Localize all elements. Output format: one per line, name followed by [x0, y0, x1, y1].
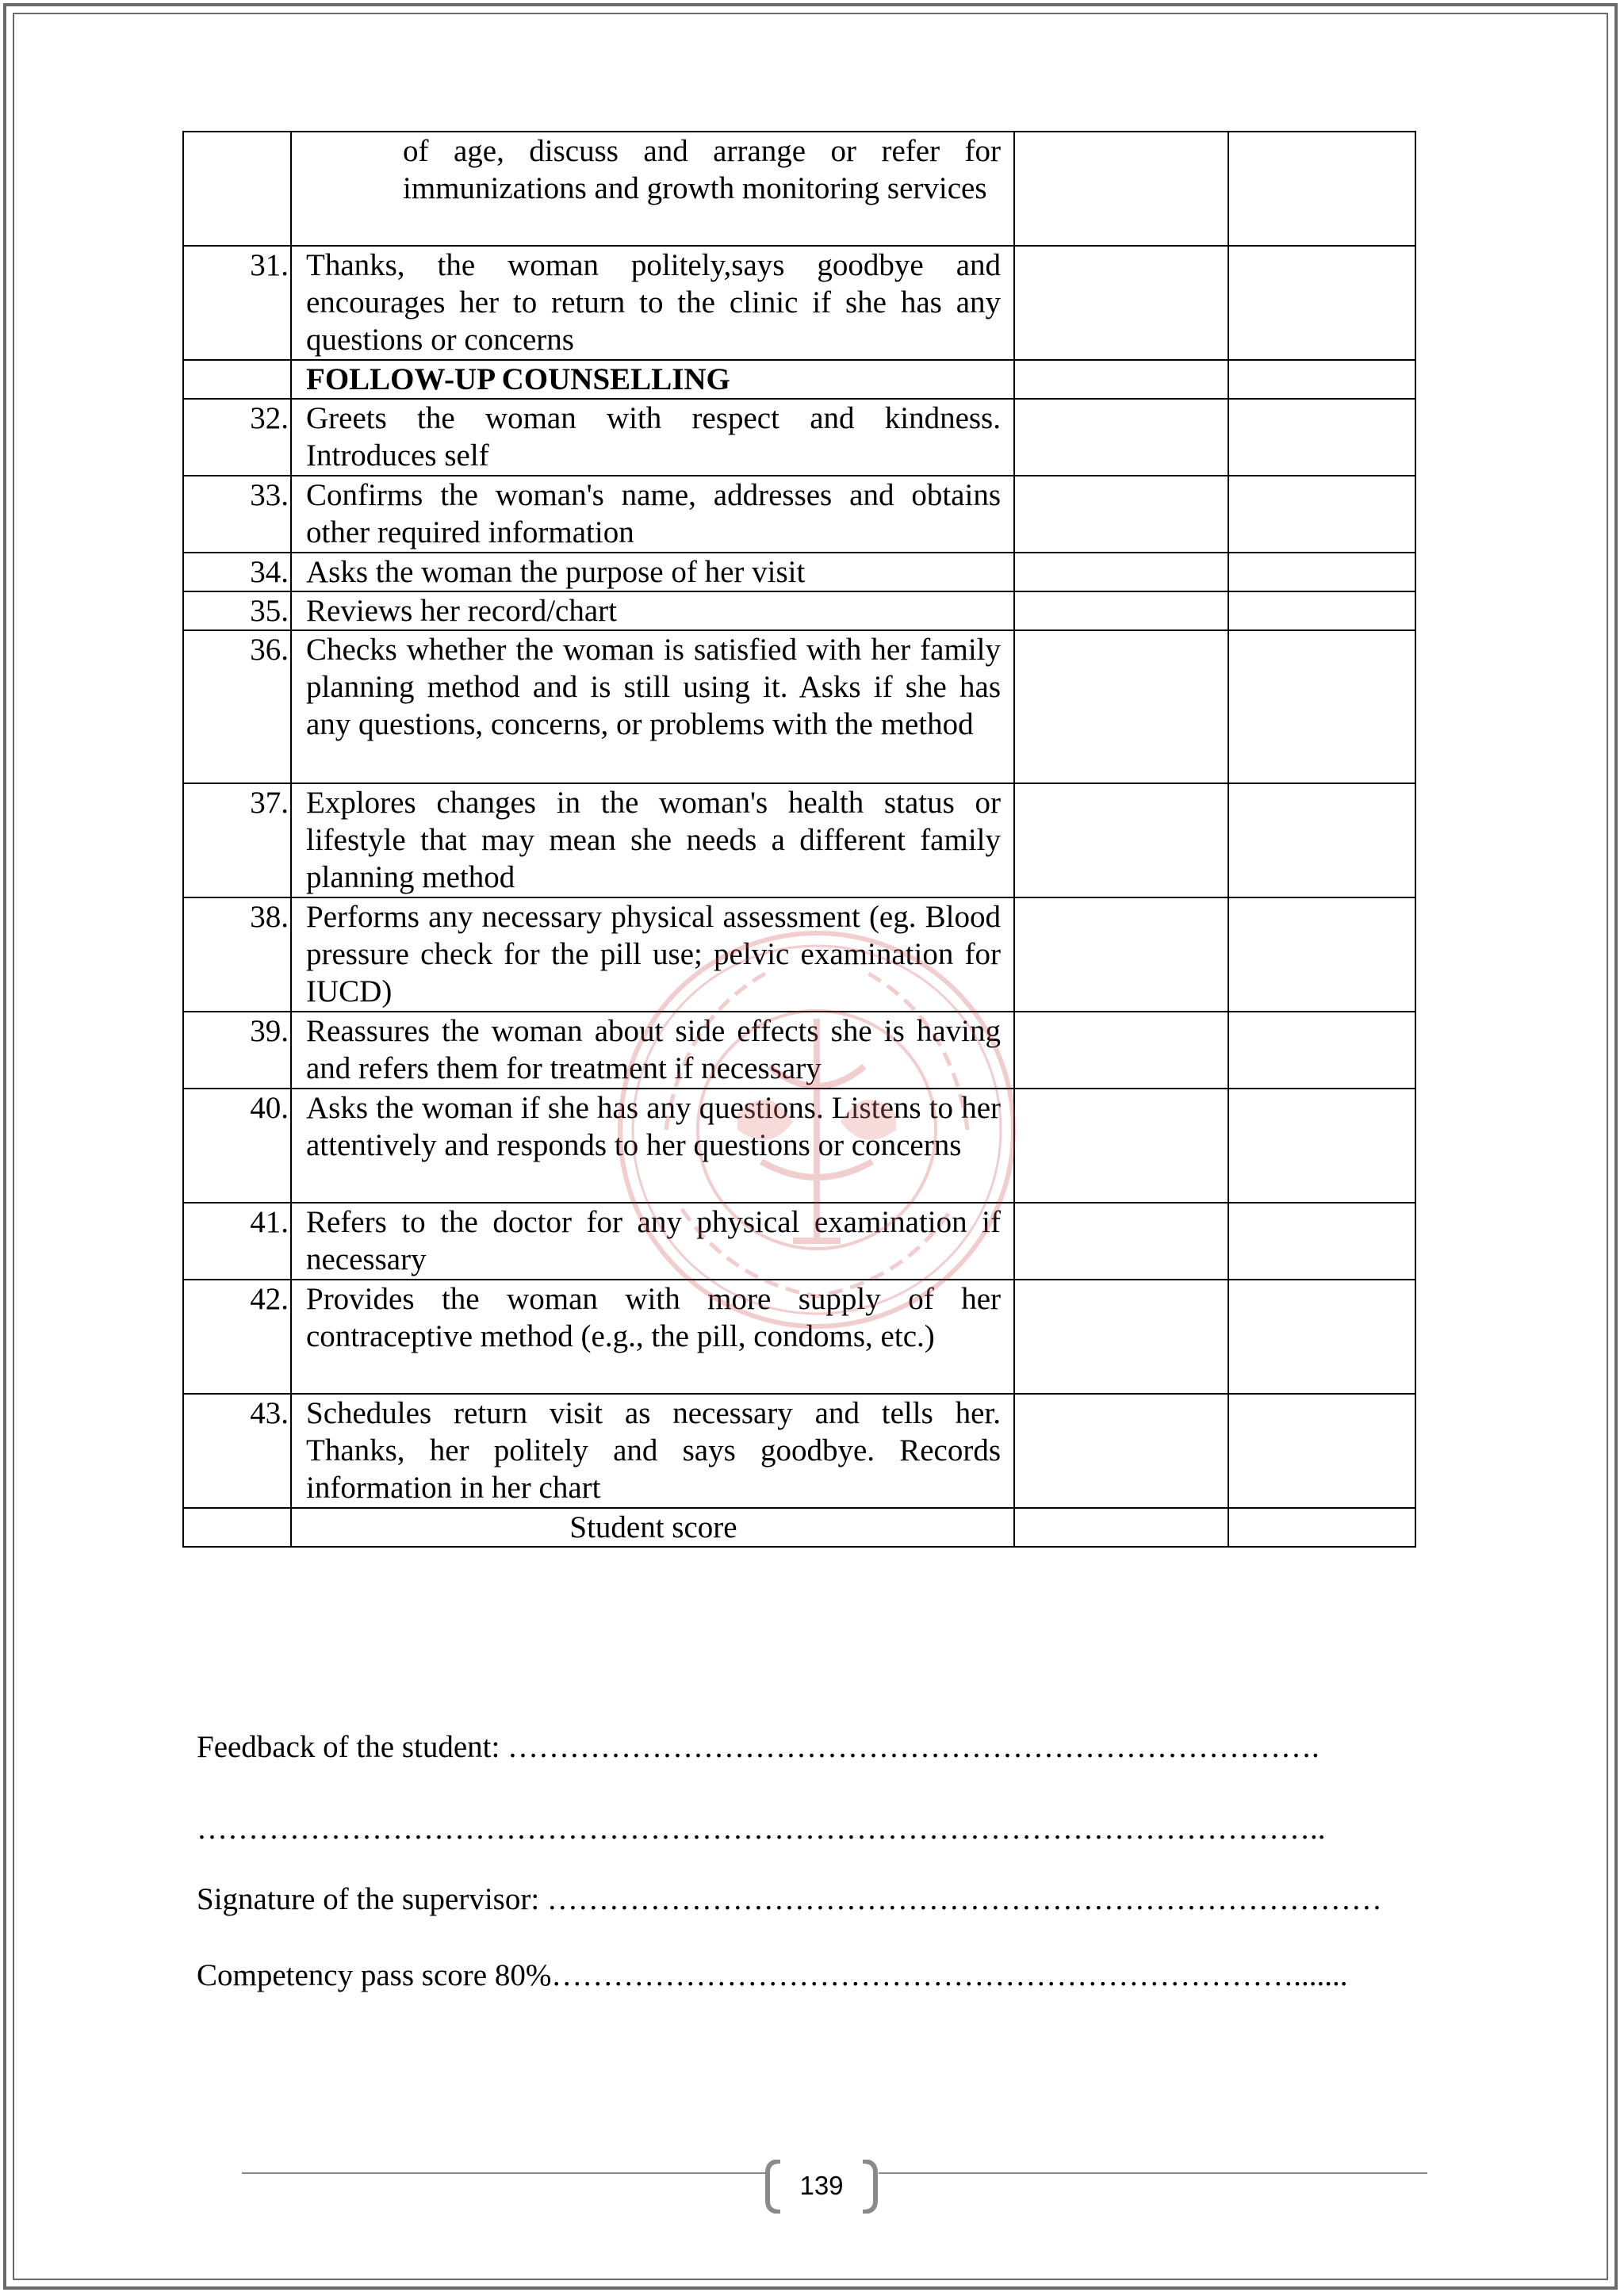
score-cell[interactable] [1014, 591, 1228, 630]
table-row [183, 783, 1415, 897]
table-row [183, 246, 1415, 360]
row-number: 35. [183, 591, 291, 630]
row-number [183, 360, 291, 399]
score-cell[interactable] [1014, 132, 1228, 246]
checklist-table-container [182, 131, 1415, 1548]
row-number [183, 132, 291, 246]
table-row [183, 1280, 1415, 1394]
task-description: Refers to the doctor for any physical examination if necessary [291, 1203, 1014, 1280]
task-description: Greets the woman with respect and kindness. Introduces self [291, 399, 1014, 476]
task-description: Reassures the woman about side effects she is having and refers them for treatment if necessary [291, 1012, 1014, 1089]
row-number: 42. [183, 1280, 291, 1394]
row-number: 37. [183, 783, 291, 897]
row-number: 32. [183, 399, 291, 476]
table-row [183, 553, 1415, 591]
row-number: 36. [183, 630, 291, 783]
score-cell[interactable] [1014, 1203, 1228, 1280]
row-number: 34. [183, 553, 291, 591]
remarks-cell[interactable] [1228, 1203, 1415, 1280]
remarks-cell[interactable] [1228, 630, 1415, 783]
score-cell[interactable] [1014, 360, 1228, 399]
task-description: of age, discuss and arrange or refer for immunizations and growth monitoring services [291, 132, 1014, 246]
remarks-cell[interactable] [1228, 1508, 1415, 1547]
remarks-cell[interactable] [1228, 1280, 1415, 1394]
task-description: Reviews her record/chart [291, 591, 1014, 630]
supervisor-signature-line: Signature of the supervisor: ……………………………………………………………………… [197, 1882, 1382, 1916]
table-row [183, 399, 1415, 476]
table-row [183, 591, 1415, 630]
table-row [183, 1203, 1415, 1280]
task-description: Confirms the woman's name, addresses and obtains other required information [291, 476, 1014, 553]
table-row [183, 1089, 1415, 1203]
score-cell[interactable] [1014, 246, 1228, 360]
row-number [183, 1508, 291, 1547]
competency-pass-score-line: Competency pass score 80%………………………………………………………………....... [197, 1958, 1348, 1992]
remarks-cell[interactable] [1228, 360, 1415, 399]
task-description: Provides the woman with more supply of her contraceptive method (e.g., the pill, condoms, etc.) [291, 1280, 1014, 1394]
table-row [183, 1394, 1415, 1508]
row-number: 31. [183, 246, 291, 360]
table-row [183, 897, 1415, 1012]
row-number: 43. [183, 1394, 291, 1508]
task-description: Checks whether the woman is satisfied with her family planning method and is still using it. Asks if she has any questions, concerns, or problems with the method [291, 630, 1014, 783]
remarks-cell[interactable] [1228, 553, 1415, 591]
table-row [183, 476, 1415, 553]
remarks-cell[interactable] [1228, 1394, 1415, 1508]
score-cell[interactable] [1014, 783, 1228, 897]
feedback-line: Feedback of the student: ……………………………………………………………………. [197, 1730, 1320, 1764]
task-description: Performs any necessary physical assessment (eg. Blood pressure check for the pill use; pelvic examination for IUCD) [291, 897, 1014, 1012]
student-score-row [183, 1508, 1415, 1547]
table-row [183, 630, 1415, 783]
remarks-cell[interactable] [1228, 132, 1415, 246]
row-number: 38. [183, 897, 291, 1012]
score-cell[interactable] [1014, 1394, 1228, 1508]
row-number: 33. [183, 476, 291, 553]
page-number: 139 [799, 2171, 844, 2200]
table-row [183, 132, 1415, 246]
section-heading-row [183, 360, 1415, 399]
checklist-table [182, 131, 1416, 1548]
remarks-cell[interactable] [1228, 246, 1415, 360]
remarks-cell[interactable] [1228, 399, 1415, 476]
score-cell[interactable] [1014, 553, 1228, 591]
task-description: Thanks, the woman politely,says goodbye and encourages her to return to the clinic if she has any questions or concerns [291, 246, 1014, 360]
score-cell[interactable] [1014, 1508, 1228, 1547]
score-cell[interactable] [1014, 1089, 1228, 1203]
remarks-cell[interactable] [1228, 476, 1415, 553]
footer-rule-right [879, 2172, 1427, 2174]
remarks-cell[interactable] [1228, 897, 1415, 1012]
score-cell[interactable] [1014, 1280, 1228, 1394]
score-cell[interactable] [1014, 897, 1228, 1012]
score-cell[interactable] [1014, 630, 1228, 783]
remarks-cell[interactable] [1228, 1012, 1415, 1089]
remarks-cell[interactable] [1228, 1089, 1415, 1203]
row-number: 41. [183, 1203, 291, 1280]
row-number: 39. [183, 1012, 291, 1089]
remarks-cell[interactable] [1228, 783, 1415, 897]
table-row [183, 1012, 1415, 1089]
score-cell[interactable] [1014, 399, 1228, 476]
remarks-cell[interactable] [1228, 591, 1415, 630]
task-description: Schedules return visit as necessary and tells her. Thanks, her politely and says goodbye. Records information in her chart [291, 1394, 1014, 1508]
score-cell[interactable] [1014, 476, 1228, 553]
feedback-continuation-line: ……………………………………………………………………………………………….. [197, 1812, 1326, 1846]
task-description: Explores changes in the woman's health status or lifestyle that may mean she needs a different family planning method [291, 783, 1014, 897]
score-cell[interactable] [1014, 1012, 1228, 1089]
student-score-label: Student score [291, 1508, 1014, 1547]
section-heading: FOLLOW-UP COUNSELLING [291, 360, 1014, 399]
row-number: 40. [183, 1089, 291, 1203]
task-description: Asks the woman the purpose of her visit [291, 553, 1014, 591]
task-description: Asks the woman if she has any questions. Listens to her attentively and responds to her questions or concerns [291, 1089, 1014, 1203]
footer-rule-left [242, 2172, 765, 2174]
